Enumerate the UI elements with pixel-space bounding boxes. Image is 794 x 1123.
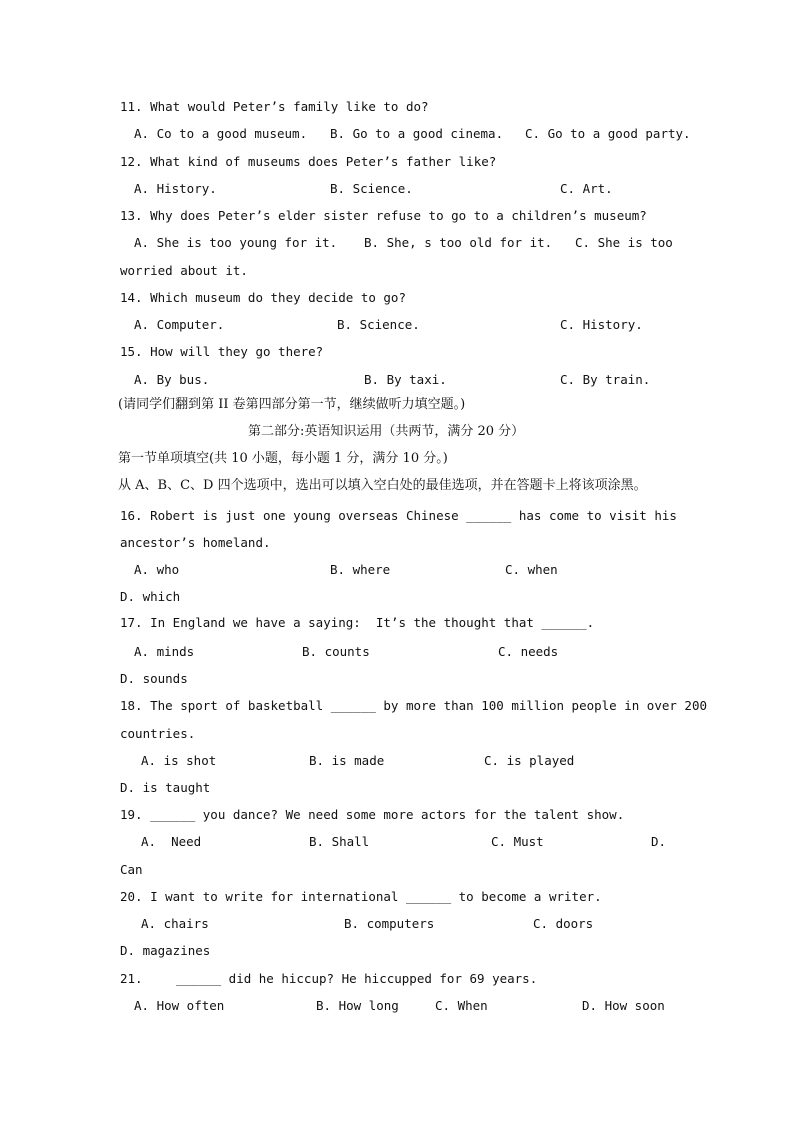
- q16-option-a: A. who: [134, 562, 180, 577]
- q13-question: 13. Why does Peter’s elder sister refuse to go to a children’s museum?: [120, 208, 647, 223]
- q18-question-line2: countries.: [120, 726, 196, 741]
- q12-option-a: A. History.: [134, 181, 217, 196]
- q16-option-c: C. when: [505, 562, 558, 577]
- q14-option-b: B. Science.: [337, 317, 420, 332]
- q16-option-b: B. where: [330, 562, 391, 577]
- q13-option-b: B. She, s too old for it.: [364, 235, 553, 250]
- q15-option-a: A. By bus.: [134, 372, 210, 387]
- q17-option-a: A. minds: [134, 644, 195, 659]
- q16-question-line2: ancestor’s homeland.: [120, 535, 271, 550]
- q11-option-a: A. Co to a good museum.: [134, 126, 308, 141]
- q14-option-a: A. Computer.: [134, 317, 225, 332]
- q18-option-b: B. is made: [309, 753, 385, 768]
- q15-option-c: C. By train.: [560, 372, 651, 387]
- q14-question: 14. Which museum do they decide to go?: [120, 290, 406, 305]
- q16-option-d: D. which: [120, 589, 181, 604]
- q18-question-line1: 18. The sport of basketball ______ by more than 100 million people in over 200: [120, 698, 707, 713]
- q11-option-b: B. Go to a good cinema.: [330, 126, 504, 141]
- q21-option-b: B. How long: [316, 998, 399, 1013]
- q20-option-a: A. chairs: [141, 916, 209, 931]
- q12-option-c: C. Art.: [560, 181, 613, 196]
- q11-option-c: C. Go to a good party.: [525, 126, 691, 141]
- q21-number: 21.: [120, 971, 143, 986]
- section1-instruction: 从 A、B、C、D 四个选项中，选出可以填入空白处的最佳选项，并在答题卡上将该项涂黑。: [118, 478, 647, 493]
- section1-title: 第一节单项填空(共 10 小题，每小题 1 分，满分 10 分。): [118, 451, 448, 466]
- q13-option-c-continued: worried about it.: [120, 263, 248, 278]
- q17-option-b: B. counts: [302, 644, 370, 659]
- q15-question: 15. How will they go there?: [120, 344, 324, 359]
- q20-option-c: C. doors: [533, 916, 594, 931]
- q21-option-d: D. How soon: [582, 998, 665, 1013]
- q21-question: ______ did he hiccup? He hiccupped for 69 years.: [176, 971, 538, 986]
- q18-option-c: C. is played: [484, 753, 575, 768]
- q21-option-a: A. How often: [134, 998, 225, 1013]
- q20-question: 20. I want to write for international ______ to become a writer.: [120, 889, 602, 904]
- q13-option-a: A. She is too young for it.: [134, 235, 338, 250]
- q19-option-c: C. Must: [491, 834, 544, 849]
- q19-option-d-letter: D.: [651, 834, 667, 849]
- q17-question: 17. In England we have a saying: It’s the thought that ______.: [120, 615, 595, 630]
- q11-question: 11. What would Peter’s family like to do?: [120, 99, 429, 114]
- listening-note: (请同学们翻到第 II 卷第四部分第一节，继续做听力填空题。): [118, 397, 466, 412]
- q17-option-c: C. needs: [498, 644, 559, 659]
- q12-question: 12. What kind of museums does Peter’s father like?: [120, 154, 497, 169]
- q20-option-d: D. magazines: [120, 943, 211, 958]
- q17-option-d: D. sounds: [120, 671, 188, 686]
- q19-option-a: A. Need: [141, 834, 202, 849]
- q15-option-b: B. By taxi.: [364, 372, 447, 387]
- part2-title: 第二部分:英语知识运用（共两节，满分 20 分）: [248, 424, 525, 439]
- q18-option-a: A. is shot: [141, 753, 217, 768]
- q20-option-b: B. computers: [344, 916, 435, 931]
- q21-option-c: C. When: [435, 998, 488, 1013]
- q18-option-d: D. is taught: [120, 780, 211, 795]
- q16-question-line1: 16. Robert is just one young overseas Chinese ______ has come to visit his: [120, 508, 677, 523]
- q19-question: 19. ______ you dance? We need some more actors for the talent show.: [120, 807, 625, 822]
- q19-option-b: B. Shall: [309, 834, 370, 849]
- q14-option-c: C. History.: [560, 317, 643, 332]
- q19-option-d-word: Can: [120, 862, 143, 877]
- q12-option-b: B. Science.: [330, 181, 413, 196]
- q13-option-c: C. She is too: [575, 235, 673, 250]
